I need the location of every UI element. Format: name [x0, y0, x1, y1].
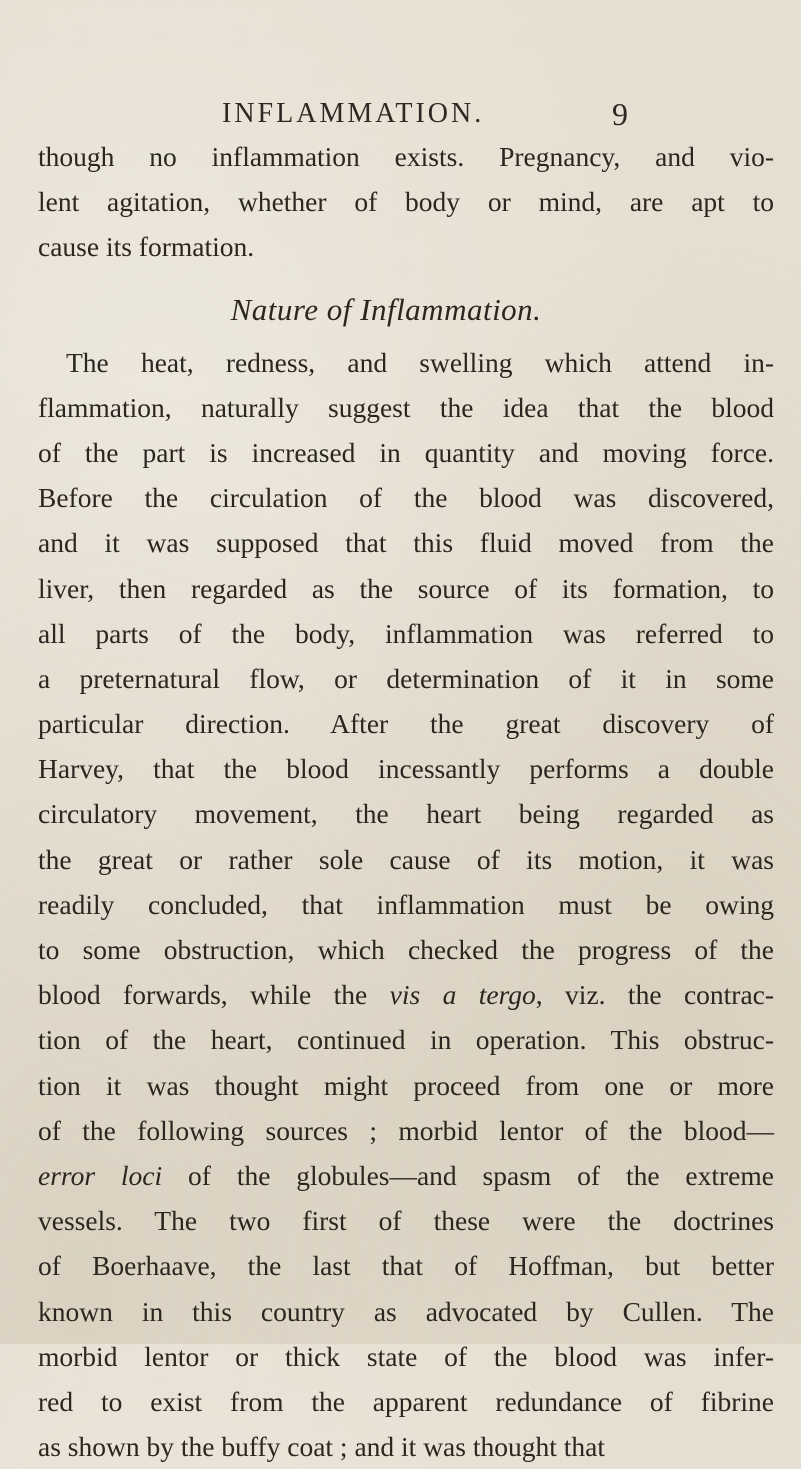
text-line: Before the circulation of the blood was discovered,	[38, 482, 774, 514]
italic-text-run: error loci	[38, 1159, 163, 1191]
section-heading: Nature of Inflammation.	[230, 291, 542, 327]
text-line: a preternatural flow, or determination of it in some	[38, 662, 774, 694]
text-line: known in this country as advocated by Cullen. The	[38, 1295, 774, 1327]
text-line: red to exist from the apparent redundance of fibrine	[38, 1385, 774, 1417]
page-number: 9	[612, 96, 628, 132]
body-text	[38, 134, 774, 1469]
text-run: , viz. the contrac-	[535, 979, 775, 1011]
text-line: tion it was thought might proceed from one or more	[38, 1069, 774, 1101]
text-line: the great or rather sole cause of its motion, it was	[38, 843, 774, 875]
text-line: liver, then regarded as the source of its formation, to	[38, 572, 774, 604]
italic-text-run: vis a tergo	[389, 979, 536, 1011]
text-line: to some obstruction, which checked the progress of the	[38, 934, 774, 965]
text-line: all parts of the body, inflammation was referred to	[38, 617, 774, 649]
text-line: flammation, naturally suggest the idea that the blood	[38, 391, 774, 423]
text-line: though no inflammation exists. Pregnancy, and vio-	[38, 141, 774, 172]
text-line: lent agitation, whether of body or mind, are apt to	[38, 186, 774, 218]
running-title: INFLAMMATION.	[222, 98, 485, 129]
text-line: readily concluded, that inflammation must be owing	[38, 888, 774, 920]
text-line: of the part is increased in quantity and moving force.	[38, 436, 774, 468]
text-line: tion of the heart, continued in operation. This obstruc-	[38, 1024, 774, 1056]
text-line: morbid lentor or thick state of the blood was infer-	[38, 1340, 774, 1372]
text-line: The heat, redness, and swelling which attend in-	[66, 346, 774, 378]
text-line: particular direction. After the great discovery of	[38, 708, 774, 740]
text-line: of the following sources ; morbid lentor of the blood—	[38, 1114, 774, 1146]
text-run: blood forwards, while the	[38, 979, 390, 1011]
text-line	[38, 1153, 774, 1198]
text-line: Harvey, that the blood incessantly performs a double	[38, 753, 774, 785]
running-head	[0, 96, 801, 136]
text-line: of Boerhaave, the last that of Hoffman, but better	[38, 1250, 774, 1282]
text-line	[38, 972, 774, 1017]
text-line: circulatory movement, the heart being regarded as	[38, 798, 774, 830]
text-line: as shown by the buffy coat ; and it was thought that	[38, 1431, 605, 1463]
text-run: of the globules—and spasm of the extreme	[162, 1159, 774, 1191]
text-line: vessels. The two first of these were the doctrines	[38, 1205, 774, 1237]
text-line: and it was supposed that this fluid moved from the	[38, 527, 774, 559]
text-line: cause its formation.	[38, 231, 255, 263]
